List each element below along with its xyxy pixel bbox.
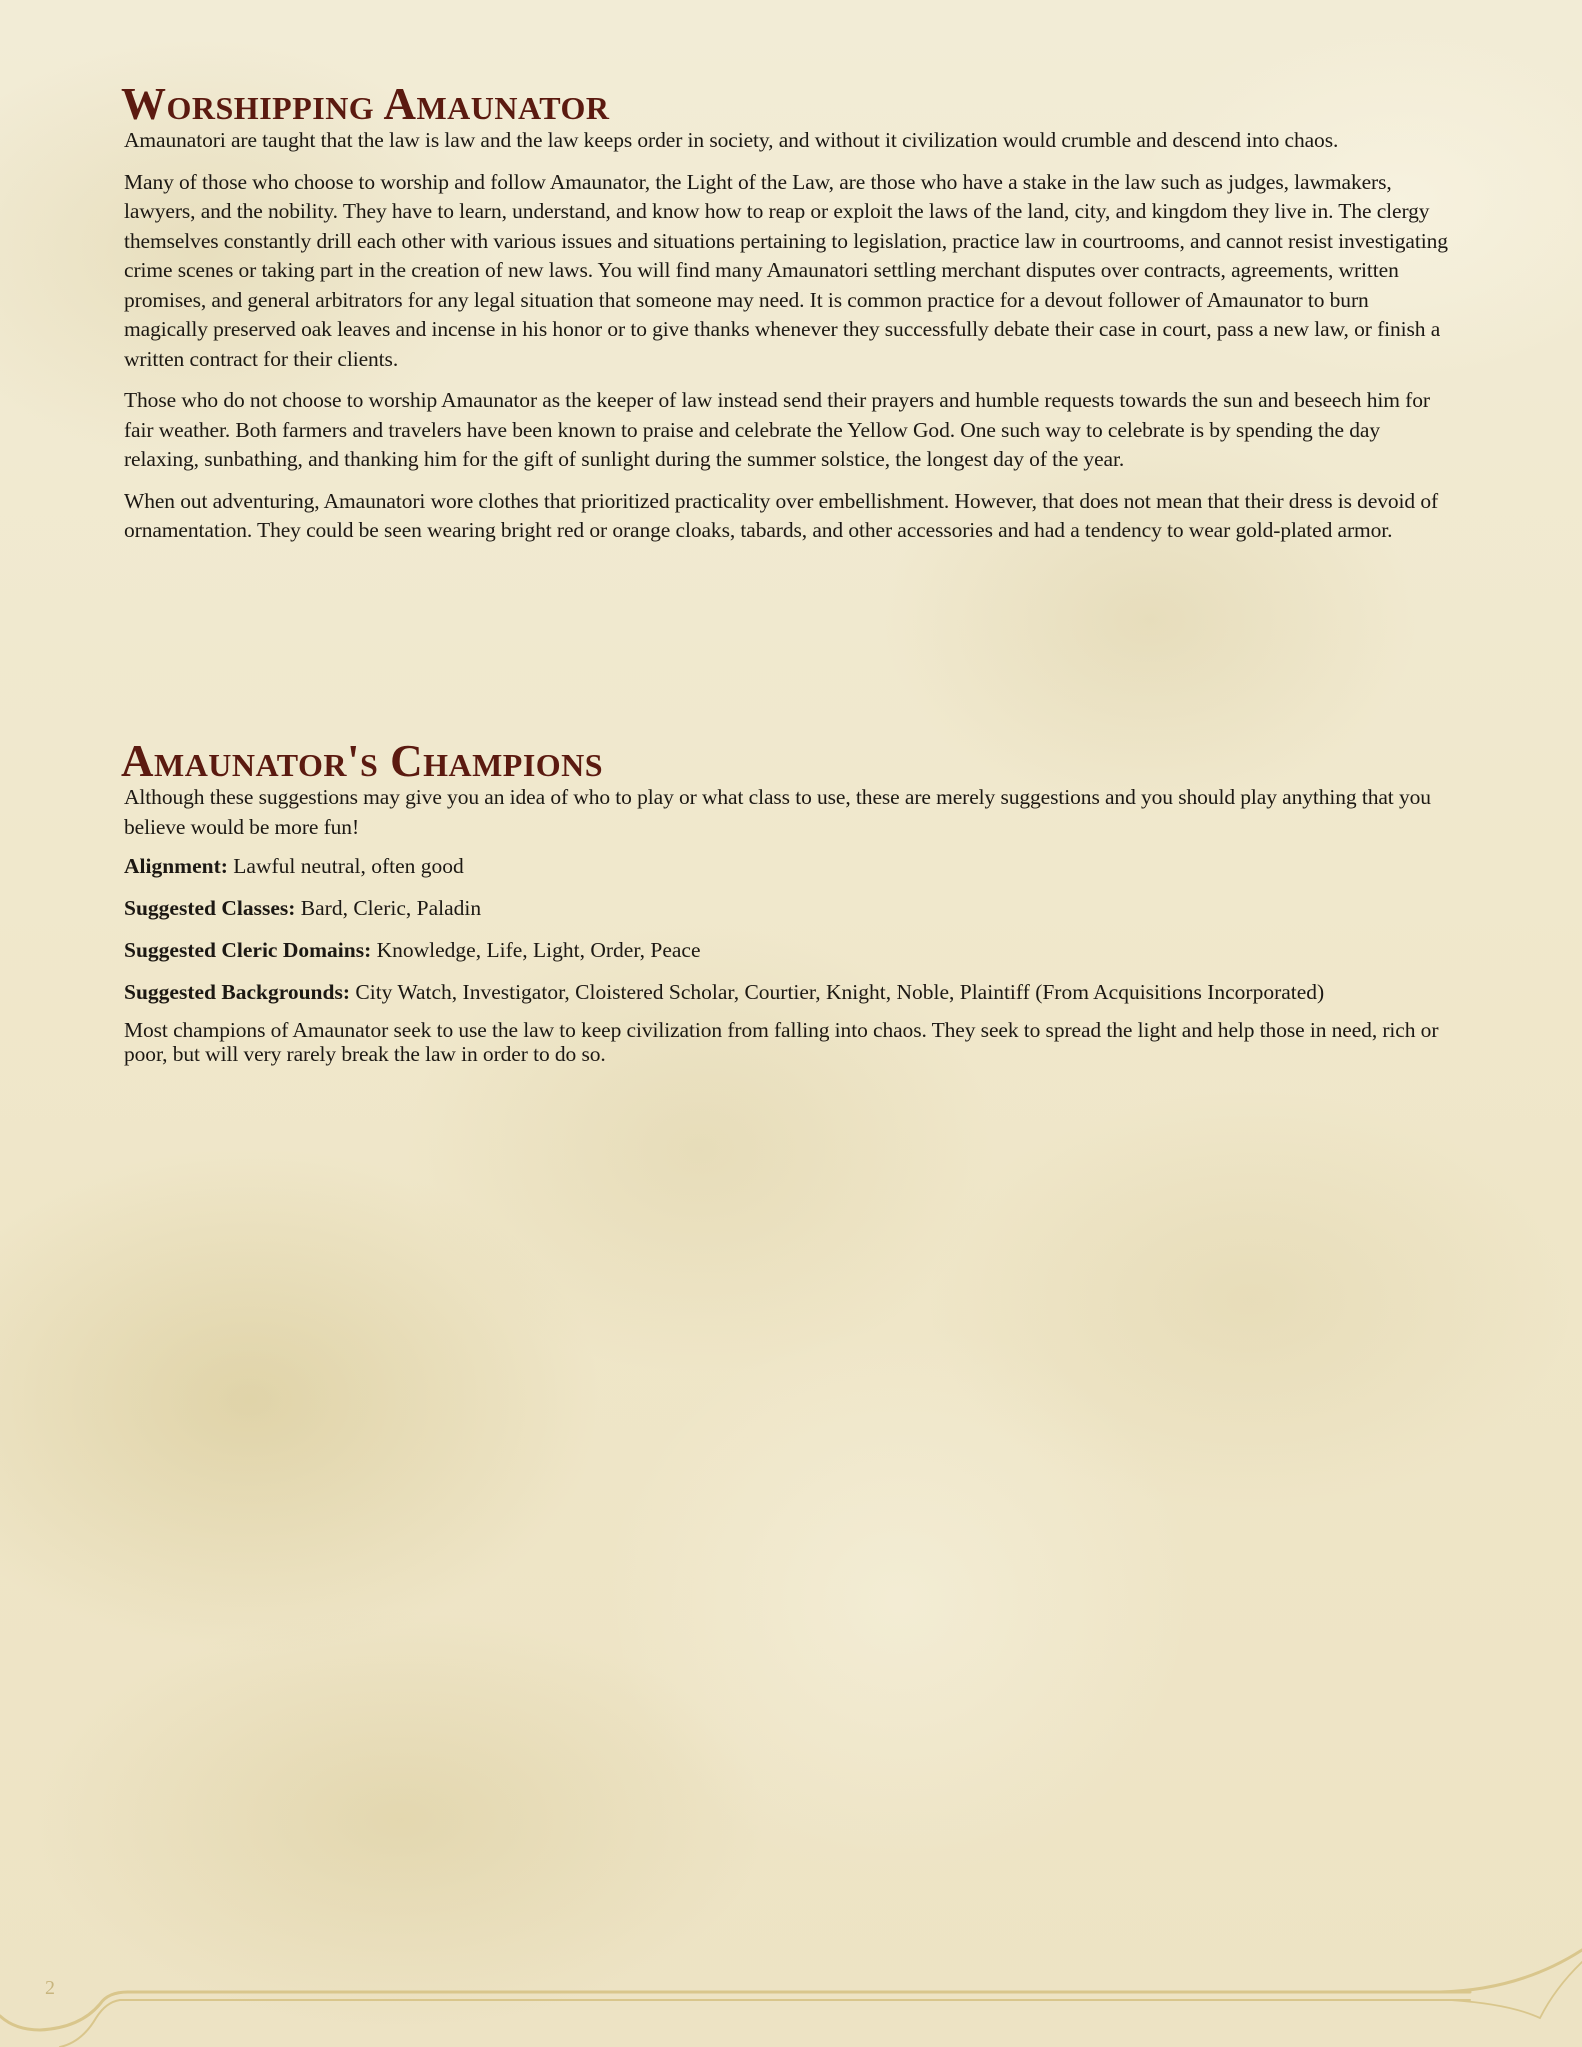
- attribute-label: Alignment:: [124, 854, 228, 878]
- section-worshipping-amaunator: [121, 79, 1454, 558]
- attribute-suggested-backgrounds: [124, 980, 1454, 1004]
- section-heading: Worshipping Amaunator: [121, 79, 610, 129]
- attribute-label: Suggested Cleric Domains:: [124, 938, 372, 962]
- attribute-label: Suggested Backgrounds:: [124, 980, 351, 1004]
- paragraph: Those who do not choose to worship Amaunator as the keeper of law instead send their prayers and humble requests towards the sun and beseech him for fair weather. Both farmers and travelers have been known to praise and celebrate the Yellow God. One such way to celebrate is by spending the day relaxing, sunbathing, and thanking him for the gift of sunlight during the summer solstice, the longest day of the year.: [124, 388, 1430, 471]
- intro-paragraph: Although these suggestions may give you an idea of who to play or what class to use, these are merely suggestions and you should play anything that you believe would be more fun!: [124, 785, 1431, 839]
- attribute-alignment: [124, 854, 1454, 878]
- footer-ornament: [0, 1880, 1582, 2047]
- attribute-value: Lawful neutral, often good: [233, 854, 464, 878]
- attribute-label: Suggested Classes:: [124, 896, 296, 920]
- attribute-value: Knowledge, Life, Light, Order, Peace: [376, 938, 701, 962]
- paragraph: When out adventuring, Amaunatori wore clothes that prioritized practicality over embellishment. However, that does not mean that their dress is devoid of ornamentation. They could be seen wearing bright red or orange cloaks, tabards, and other accessories and had a tendency to wear gold-plated armor.: [124, 488, 1439, 542]
- closing-paragraph: Most champions of Amaunator seek to use the law to keep civilization from falling into chaos. They seek to spread the light and help those in need, rich or poor, but will very rarely break the law in order to do so.: [124, 1018, 1439, 1066]
- attribute-suggested-cleric-domains: [124, 938, 1454, 962]
- attribute-value: Bard, Cleric, Paladin: [300, 896, 482, 920]
- section-amaunators-champions: [121, 736, 1454, 1078]
- attribute-value: City Watch, Investigator, Cloistered Scholar, Courtier, Knight, Noble, Plaintiff (From Acquisitions Incorporated): [355, 980, 1325, 1004]
- section-heading: Amaunator's Champions: [121, 736, 604, 786]
- paragraph: Amaunatori are taught that the law is law and the law keeps order in society, and without it civilization would crumble and descend into chaos.: [124, 128, 1339, 152]
- attribute-suggested-classes: [124, 896, 1454, 920]
- page-number: 2: [45, 1977, 55, 1999]
- paragraph: Many of those who choose to worship and follow Amaunator, the Light of the Law, are those who have a stake in the law such as judges, lawmakers, lawyers, and the nobility. They have to learn, understand, and know how to reap or exploit the laws of the land, city, and kingdom they live in. The clergy themselves constantly drill each other with various issues and situations pertaining to legislation, practice law in courtrooms, and cannot resist investigating crime scenes or taking part in the creation of new laws. You will find many Amaunatori settling merchant disputes over contracts, agreements, written promises, and general arbitrators for any legal situation that someone may need. It is common practice for a devout follower of Amaunator to burn magically preserved oak leaves and incense in his honor or to give thanks whenever they successfully debate their case in court, pass a new law, or finish a written contract for their clients.: [124, 169, 1448, 371]
